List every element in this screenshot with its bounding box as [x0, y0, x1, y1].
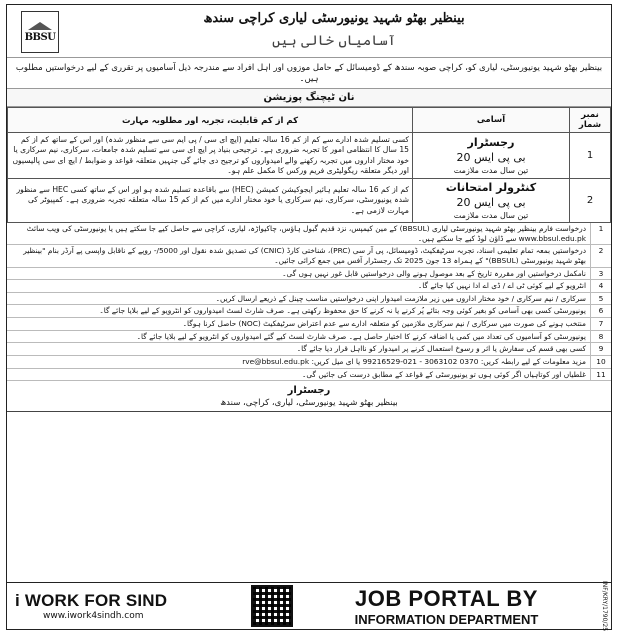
table-header-row	[8, 108, 611, 133]
note-text: نامکمل درخواستیں اور مقررہ تاریخ کے بعد موصول ہونے والی درخواستیں قابل غور نہیں ہوں گی۔	[282, 268, 586, 278]
portal-line1: JOB PORTAL BY	[355, 585, 538, 611]
header	[7, 5, 611, 58]
note-text: درخواستیں بمعہ تمام تعلیمی اسناد، تجربہ سرٹیفکیٹ، ڈومیسائل، پی آر سی (PRC)، شناختی کارڈ (CNIC) کی تصدیق شدہ نقول اور 5000/- روپے کے ناقابل واپسی پے آرڈر بنام "بینظیر بھٹو شہید یونیورسٹی (BBSUL)" کے ہمراہ 13 جون 2025 تک رجسٹرار آفس میں جمع کرائی جائیں۔	[23, 246, 586, 265]
note-number: 10	[590, 356, 611, 368]
list-item	[7, 223, 611, 245]
post-scale: بی پی ایس 20	[456, 151, 526, 164]
note-text: سرکاری / نیم سرکاری / خود مختار اداروں میں زیر ملازمت امیدوار اپنی درخواستیں مناسب چینل کے ذریعے ارسال کریں۔	[215, 293, 586, 303]
list-item	[7, 318, 611, 331]
note-number: 3	[590, 268, 611, 280]
list-item	[7, 343, 611, 356]
signature-org: بینظیر بھٹو شہید یونیورسٹی، لیاری، کراچی، سندھ	[7, 396, 611, 412]
intro-text: بینظیر بھٹو شہید یونیورسٹی، لیاری کو، کراچی صوبہ سندھ کے ڈومیسائل کے حامل موزوں اور اہل افراد سے مندرجہ ذیل آسامیوں پر تقرری کے لیے درخواستیں مطلوب ہیں۔	[7, 58, 611, 89]
list-item	[7, 356, 611, 369]
ref-code: INF/KRY/1790/25	[601, 580, 608, 632]
list-item	[7, 369, 611, 382]
note-text: مزید معلومات کے لیے رابطہ کریں: 0370 3063102 - 021-99216529 یا ای میل کریں: rve@bbsul.edu.pk	[242, 356, 586, 366]
list-item	[7, 245, 611, 267]
row-num: 1	[570, 133, 611, 179]
portal-line2: INFORMATION DEPARTMENT	[354, 611, 539, 627]
university-name: بینظیر بھٹو شہید یونیورسٹی لیاری کراچی سندھ	[203, 11, 465, 26]
row-post	[413, 133, 570, 179]
brand-url: www.iwork4sindh.com	[43, 611, 144, 621]
note-text: کسی بھی قسم کی سفارش یا اثر و رسوخ استعمال کرنے پر امیدوار کو نااہل قرار دیا جائے گا۔	[296, 344, 586, 354]
note-text: انٹرویو کے لیے کوئی ٹی اے / ڈی اے ادا نہیں کیا جائے گا۔	[417, 281, 586, 291]
header-num: نمبر شمار	[570, 108, 611, 133]
job-portal	[299, 586, 594, 627]
note-text: یونیورسٹی کو آسامیوں کی تعداد میں کمی یا اضافہ کرنے کا اختیار حاصل ہے۔ صرف شارٹ لسٹ کیے گئے امیدواروں کو انٹرویو کے لیے بلایا جائے گا۔	[136, 331, 586, 341]
note-number: 4	[590, 280, 611, 292]
logo-text: BBSU	[24, 31, 56, 43]
header-qualification: کم از کم قابلیت، تجربہ اور مطلوبہ مہارت	[8, 108, 413, 133]
work-for-sindh-brand	[15, 591, 245, 621]
list-item	[7, 280, 611, 293]
note-text: یونیورسٹی کسی بھی آسامی کو بغیر کوئی وجہ بتائے پُر کرنے یا نہ کرنے کا حق محفوظ رکھتی ہے۔ صرف شارٹ لسٹ امیدواروں کو انٹرویو کے لیے بلایا جائے گا۔	[99, 306, 586, 316]
qr-code-icon	[251, 585, 293, 627]
note-number: 2	[590, 245, 611, 266]
brand-text: WORK FOR SIND	[24, 591, 168, 610]
note-number: 1	[590, 223, 611, 244]
brand-line	[15, 591, 245, 611]
note-number: 8	[590, 331, 611, 343]
table-row	[8, 133, 611, 179]
brand-icon: i	[15, 591, 20, 610]
section-title: نان ٹیچنگ پوزیشن	[7, 89, 611, 107]
advertisement	[6, 4, 612, 630]
post-title: کنٹرولر امتحانات	[445, 181, 537, 194]
post-scale: بی پی ایس 20	[456, 196, 526, 209]
note-number: 7	[590, 318, 611, 330]
list-item	[7, 331, 611, 344]
post-duration: تین سال مدت ملازمت	[453, 166, 529, 175]
post-duration: تین سال مدت ملازمت	[453, 211, 529, 220]
positions-table	[7, 107, 611, 223]
note-text: غلطیاں اور کوتاہیاں اگر کوئی ہوں تو یونیورسٹی کے قواعد کے مطابق درست کی جائیں گی۔	[301, 369, 586, 379]
table-row	[8, 179, 611, 223]
list-item	[7, 305, 611, 318]
row-num: 2	[570, 179, 611, 223]
logo-roof-icon	[28, 22, 52, 30]
post-title: رجسٹرار	[467, 136, 515, 149]
row-qualification: کسی تسلیم شدہ ادارے سے کم از کم 16 سالہ تعلیم (ایچ ای سی / پی ایم سی سے منظور شدہ) اور اس کے ساتھ کم از کم 15 سال کا انتظامی امور کا تجربہ ضروری ہے۔ ترجیحی بنیاد پر ایچ ای سی سے تسلیم شدہ جامعات، سرکاری، نیم سرکاری یا خود مختار اداروں میں تجربہ رکھنے والے امیدواروں کو ترجیح دی جائے گی جنہیں متعلقہ قواعد و ضوابط / ایچ ای سی پالیسیوں اور دیگر متعلقہ ریگولیٹری فریم ورکس کا مکمل علم ہو۔	[8, 133, 413, 179]
vacancy-title: آسامیاں خالی ہیں	[272, 33, 396, 49]
note-number: 9	[590, 343, 611, 355]
row-post	[413, 179, 570, 223]
note-number: 6	[590, 305, 611, 317]
note-text: درخواست فارم بینظیر بھٹو شہید یونیورسٹی لیاری (BBSUL) کے مین کیمپس، نزد قدیم گبول ہاؤس، چاکیواڑہ، لیاری، کراچی سے حاصل کیے جا سکتے ہیں یا یونیورسٹی کی ویب سائٹ www.bbsul.edu.pk سے ڈاؤن لوڈ کیے جا سکتے ہیں۔	[26, 224, 586, 243]
header-post: آسامی	[413, 108, 570, 133]
note-number: 5	[590, 293, 611, 305]
note-number: 11	[590, 369, 611, 381]
signature-title: رجسٹرار	[287, 385, 331, 397]
notes-list	[7, 223, 611, 381]
university-logo	[21, 11, 59, 53]
footer-banner	[7, 580, 611, 632]
list-item	[7, 293, 611, 306]
note-text: منتخب ہونے کی صورت میں سرکاری / نیم سرکاری ملازمین کو متعلقہ ادارے سے عدم اعتراض سرٹیفکیٹ (NOC) حاصل کرنا ہوگا۔	[182, 319, 586, 328]
row-qualification: کم از کم 16 سالہ تعلیم ہائیر ایجوکیشن کمیشن (HEC) سے باقاعدہ تسلیم شدہ ہو اور اس کے ساتھ کسی HEC سے منظور شدہ یونیورسٹی، سرکاری، نیم سرکاری یا خود مختار ادارے میں کم از کم 15 سالہ متعلقہ تجربہ ضروری ہے۔ کمپیوٹر کی مہارت لازمی ہے۔	[8, 179, 413, 223]
list-item	[7, 268, 611, 281]
